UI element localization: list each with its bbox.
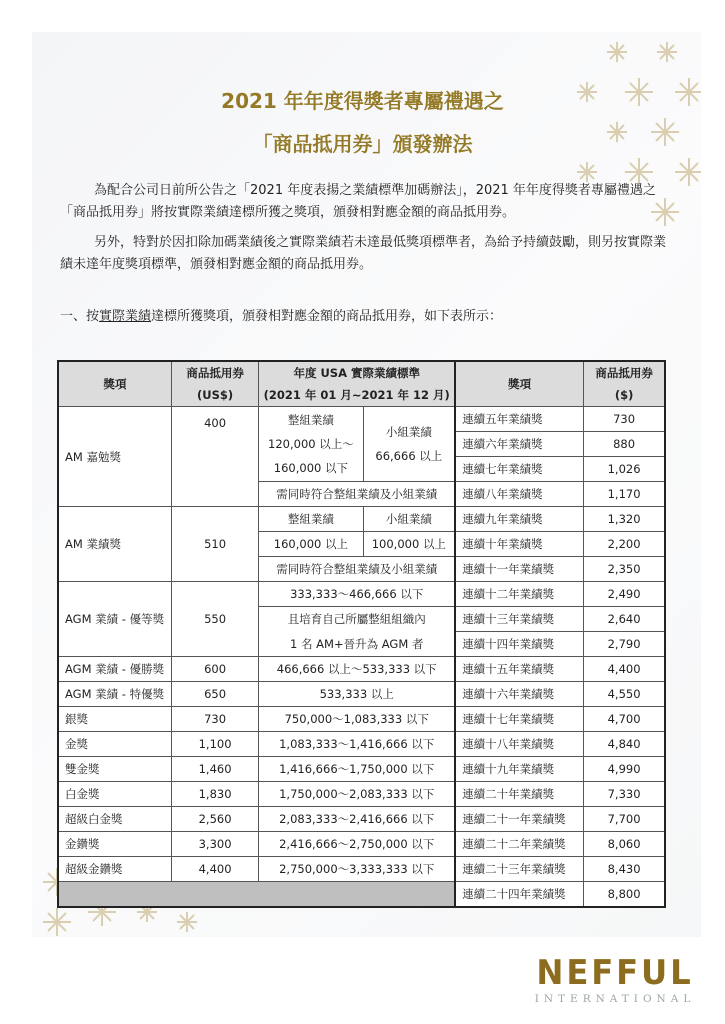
table-row-last bbox=[58, 882, 665, 908]
award-voucher: 1,460 bbox=[171, 757, 258, 782]
table-row bbox=[58, 707, 665, 732]
award-voucher: 4,400 bbox=[171, 857, 258, 882]
consecutive-award-name: 連續九年業績獎 bbox=[455, 507, 583, 532]
award-standard: 750,000～1,083,333 以下 bbox=[259, 707, 455, 732]
header-award-right: 獎項 bbox=[455, 361, 583, 407]
intro-paragraph-2-text: 另外，特對於因扣除加碼業績後之實際業績若未達最低獎項標準者，為給予持續鼓勵，則另按實際業績未達年度獎項標準，頒發相對應金額的商品抵用券。 bbox=[60, 235, 667, 272]
consecutive-award-name: 連續六年業績獎 bbox=[455, 432, 583, 457]
consecutive-award-voucher: 2,790 bbox=[584, 632, 665, 657]
consecutive-award-voucher: 4,840 bbox=[584, 732, 665, 757]
requirement-note: 需同時符合整組業績及小組業績 bbox=[259, 482, 455, 507]
consecutive-award-voucher: 880 bbox=[584, 432, 665, 457]
award-name: AM 嘉勉獎 bbox=[58, 407, 171, 507]
award-standard: 466,666 以上～533,333 以下 bbox=[259, 657, 455, 682]
award-voucher: 730 bbox=[171, 707, 258, 732]
group-range-line1: 120,000 以上～ bbox=[268, 437, 354, 451]
consecutive-award-name: 連續十九年業績獎 bbox=[455, 757, 583, 782]
table-row bbox=[58, 582, 665, 607]
consecutive-award-name: 連續二十三年業績獎 bbox=[455, 857, 583, 882]
award-voucher: 1,830 bbox=[171, 782, 258, 807]
consecutive-award-name: 連續十一年業績獎 bbox=[455, 557, 583, 582]
group-label: 整組業績 bbox=[287, 413, 334, 427]
small-group-label: 小組業績 bbox=[363, 507, 455, 532]
consecutive-award-name: 連續二十年業績獎 bbox=[455, 782, 583, 807]
award-name: 銀獎 bbox=[58, 707, 171, 732]
table-row bbox=[58, 407, 665, 432]
consecutive-award-voucher: 8,430 bbox=[584, 857, 665, 882]
consecutive-award-name: 連續八年業績獎 bbox=[455, 482, 583, 507]
table-row bbox=[58, 657, 665, 682]
consecutive-award-name: 連續十六年業績獎 bbox=[455, 682, 583, 707]
standard-line1: 333,333～466,666 以下 bbox=[259, 582, 455, 607]
header-award: 獎項 bbox=[58, 361, 171, 407]
header-voucher-right bbox=[584, 361, 665, 407]
award-name: AGM 業績 - 優等獎 bbox=[58, 582, 171, 657]
consecutive-award-voucher: 1,026 bbox=[584, 457, 665, 482]
consecutive-award-name: 連續十年業績獎 bbox=[455, 532, 583, 557]
group-performance bbox=[259, 407, 363, 482]
award-name: 金獎 bbox=[58, 732, 171, 757]
award-standard: 2,083,333～2,416,666 以下 bbox=[259, 807, 455, 832]
intro-paragraph-1 bbox=[60, 180, 670, 224]
award-name: 雙金獎 bbox=[58, 757, 171, 782]
consecutive-award-voucher: 8,060 bbox=[584, 832, 665, 857]
small-group-label: 小組業績 bbox=[385, 425, 432, 439]
table-row bbox=[58, 832, 665, 857]
document-title-line1: 2021 年年度得獎者專屬禮遇之 bbox=[221, 89, 504, 113]
table-row bbox=[58, 857, 665, 882]
consecutive-award-voucher: 4,400 bbox=[584, 657, 665, 682]
award-name: AGM 業績 - 優勝獎 bbox=[58, 657, 171, 682]
consecutive-award-voucher: 7,330 bbox=[584, 782, 665, 807]
intro-paragraph-2 bbox=[60, 232, 670, 276]
consecutive-award-voucher: 4,550 bbox=[584, 682, 665, 707]
award-voucher: 3,300 bbox=[171, 832, 258, 857]
header-voucher-usd bbox=[171, 361, 258, 407]
award-voucher: 600 bbox=[171, 657, 258, 682]
consecutive-award-name: 連續二十一年業績獎 bbox=[455, 807, 583, 832]
header-standard-line2: (2021 年 01 月~2021 年 12 月) bbox=[263, 388, 450, 402]
simple-award-rows bbox=[58, 657, 665, 882]
consecutive-award-voucher: 2,200 bbox=[584, 532, 665, 557]
consecutive-award-name: 連續十七年業績獎 bbox=[455, 707, 583, 732]
standard-line3: 1 名 AM+晉升為 AGM 者 bbox=[259, 632, 455, 657]
header-voucher-usd-line2: (US$) bbox=[197, 388, 234, 402]
consecutive-award-name: 連續十四年業績獎 bbox=[455, 632, 583, 657]
award-standard: 533,333 以上 bbox=[259, 682, 455, 707]
group-label: 整組業績 bbox=[259, 507, 363, 532]
group-value: 160,000 以上 bbox=[259, 532, 363, 557]
award-name: 超級白金獎 bbox=[58, 807, 171, 832]
header-voucher-right-line2: ($) bbox=[614, 388, 634, 402]
award-voucher-table bbox=[57, 360, 666, 908]
consecutive-award-voucher: 4,700 bbox=[584, 707, 665, 732]
award-name: AGM 業績 - 特優獎 bbox=[58, 682, 171, 707]
award-standard: 2,416,666～2,750,000 以下 bbox=[259, 832, 455, 857]
award-voucher: 2,560 bbox=[171, 807, 258, 832]
award-standard: 2,750,000～3,333,333 以下 bbox=[259, 857, 455, 882]
table-header-row bbox=[58, 361, 665, 407]
award-standard: 1,750,000～2,083,333 以下 bbox=[259, 782, 455, 807]
nefful-logo bbox=[530, 955, 700, 1005]
group-range-line2: 160,000 以下 bbox=[273, 461, 348, 475]
award-standard: 1,416,666～1,750,000 以下 bbox=[259, 757, 455, 782]
section-1-underlined: 實際業績 bbox=[99, 309, 152, 324]
consecutive-award-name: 連續十三年業績獎 bbox=[455, 607, 583, 632]
award-voucher: 1,100 bbox=[171, 732, 258, 757]
section-1-prefix: 一、按 bbox=[60, 309, 100, 324]
award-name: 金鑽獎 bbox=[58, 832, 171, 857]
document-title-line2: 「商品抵用券」頒發辦法 bbox=[252, 132, 473, 156]
award-standard: 1,083,333～1,416,666 以下 bbox=[259, 732, 455, 757]
award-name: 超級金鑽獎 bbox=[58, 857, 171, 882]
header-standard-line1: 年度 USA 實際業績標準 bbox=[293, 366, 420, 380]
consecutive-award-name: 連續五年業績獎 bbox=[455, 407, 583, 432]
intro-paragraph-1-text: 為配合公司日前所公告之「2021 年度表揚之業績標準加碼辦法」，2021 年年度得獎者專屬禮遇之「商品抵用券」將按實際業績達標所獲之獎項，頒發相對應金額的商品抵用券。 bbox=[60, 183, 656, 220]
consecutive-award-name: 連續十二年業績獎 bbox=[455, 582, 583, 607]
empty-filler-cell bbox=[58, 882, 455, 908]
consecutive-award-voucher: 7,700 bbox=[584, 807, 665, 832]
award-voucher: 400 bbox=[171, 407, 258, 507]
header-voucher-usd-line1: 商品抵用券 bbox=[186, 366, 244, 380]
award-voucher: 510 bbox=[171, 507, 258, 582]
award-name: AM 業績獎 bbox=[58, 507, 171, 582]
consecutive-award-voucher: 730 bbox=[584, 407, 665, 432]
small-group-value: 100,000 以上 bbox=[363, 532, 455, 557]
consecutive-award-voucher: 2,640 bbox=[584, 607, 665, 632]
consecutive-award-name: 連續十五年業績獎 bbox=[455, 657, 583, 682]
header-voucher-right-line1: 商品抵用券 bbox=[595, 366, 653, 380]
table-row bbox=[58, 682, 665, 707]
requirement-note: 需同時符合整組業績及小組業績 bbox=[259, 557, 455, 582]
award-name: 白金獎 bbox=[58, 782, 171, 807]
consecutive-award-voucher: 4,990 bbox=[584, 757, 665, 782]
header-standard bbox=[259, 361, 455, 407]
consecutive-award-voucher: 8,800 bbox=[584, 882, 665, 908]
table-row bbox=[58, 807, 665, 832]
standard-line2: 且培育自己所屬整組組織內 bbox=[259, 607, 455, 632]
table-row bbox=[58, 782, 665, 807]
award-voucher: 650 bbox=[171, 682, 258, 707]
section-1-heading bbox=[60, 306, 670, 328]
table-row bbox=[58, 507, 665, 532]
section-1-suffix: 達標所獲獎項，頒發相對應金額的商品抵用券，如下表所示： bbox=[151, 309, 503, 324]
consecutive-award-name: 連續二十四年業績獎 bbox=[455, 882, 583, 908]
small-group-value: 66,666 以上 bbox=[375, 449, 443, 463]
consecutive-award-voucher: 2,350 bbox=[584, 557, 665, 582]
consecutive-award-name: 連續二十二年業績獎 bbox=[455, 832, 583, 857]
table-row bbox=[58, 732, 665, 757]
small-group-performance bbox=[363, 407, 455, 482]
award-voucher: 550 bbox=[171, 582, 258, 657]
consecutive-award-voucher: 1,320 bbox=[584, 507, 665, 532]
table-row bbox=[58, 757, 665, 782]
logo-subtitle: INTERNATIONAL bbox=[534, 993, 696, 1005]
logo-brand: NEFFUL bbox=[536, 953, 694, 993]
consecutive-award-voucher: 1,170 bbox=[584, 482, 665, 507]
consecutive-award-name: 連續十八年業績獎 bbox=[455, 732, 583, 757]
consecutive-award-voucher: 2,490 bbox=[584, 582, 665, 607]
consecutive-award-name: 連續七年業績獎 bbox=[455, 457, 583, 482]
